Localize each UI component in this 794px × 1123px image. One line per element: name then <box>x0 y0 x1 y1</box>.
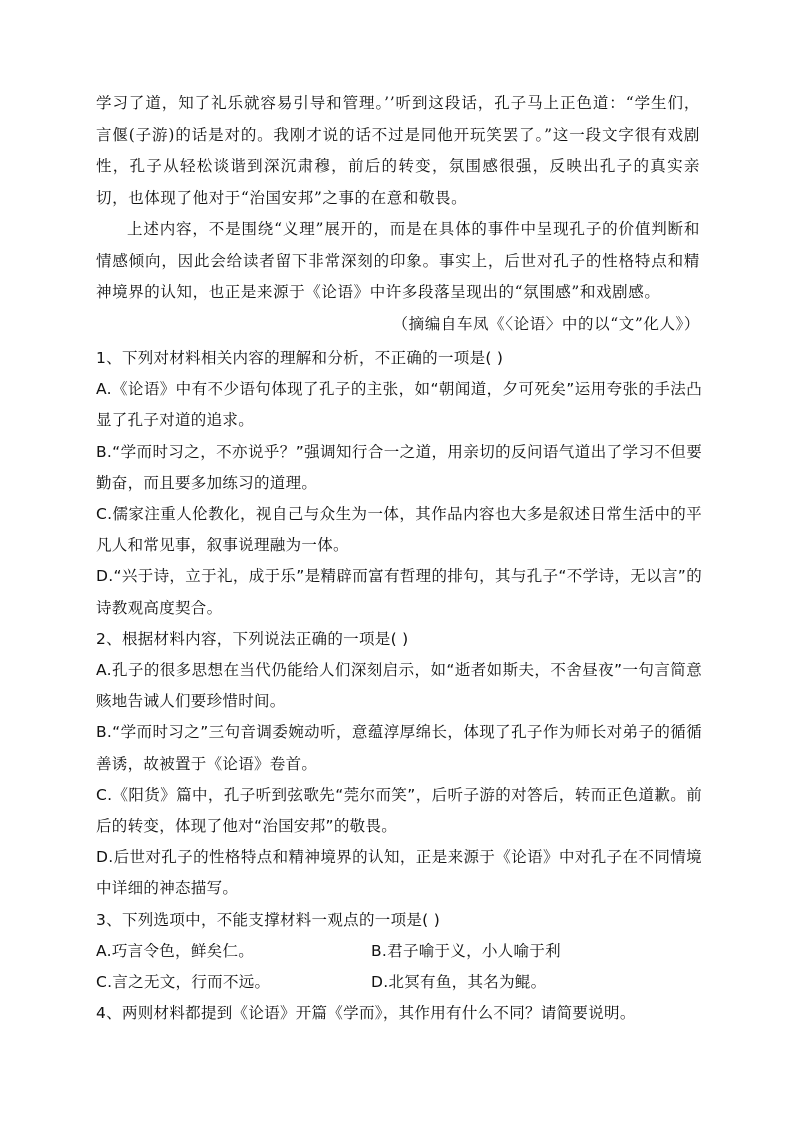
question-1-option-c: C.儒家注重人伦教化，视自己与众生为一体，其作品内容也大多是叙述日常生活中的平凡人和常见事，叙事说理融为一体。 <box>96 505 702 555</box>
question-2-option-a: A.孔子的很多思想在当代仍能给人们深刻启示，如“逝者如斯夫，不舍昼夜”一句言简意赅地告诫人们要珍惜时间。 <box>96 661 702 711</box>
passage-paragraph-2: 上述内容，不是围绕“义理”展开的，而是在具体的事件中呈现孔子的价值判断和情感倾向，因此会给读者留下非常深刻的印象。事实上，后世对孔子的性格特点和精神境界的认知，也正是来源于《论语》中许多段落呈现出的“氛围感”和戏剧感。 <box>96 220 700 301</box>
question-1-stem: 1、下列对材料相关内容的理解和分析，不正确的一项是( ) <box>96 349 504 367</box>
reading-passage <box>96 88 700 309</box>
question-1-option-a: A.《论语》中有不少语句体现了孔子的主张，如“朝闻道，夕可死矣”运用夸张的手法凸显了孔子对道的追求。 <box>96 380 702 430</box>
passage-source: （摘编自车凤《〈论语〉中的以“文”化人》） <box>392 315 700 333</box>
question-2-option-b: B.“学而时习之”三句音调委婉动听，意蕴淳厚绵长，体现了孔子作为师长对弟子的循循善诱，故被置于《论语》卷首。 <box>96 723 702 773</box>
question-4-stem: 4、两则材料都提到《论语》开篇《学而》，其作用有什么不同？请简要说明。 <box>96 1004 636 1023</box>
question-2 <box>96 624 702 905</box>
question-3-options-row-2 <box>96 967 702 998</box>
question-list <box>96 343 702 1029</box>
question-1-option-d: D.“兴于诗，立于礼，成于乐”是精辟而富有哲理的排句，其与孔子“不学诗，无以言”的诗教观高度契合。 <box>96 567 702 617</box>
question-3 <box>96 905 702 999</box>
question-1 <box>96 343 702 624</box>
question-3-stem: 3、下列选项中，不能支撑材料一观点的一项是( ) <box>96 910 441 929</box>
question-2-option-d: D.后世对孔子的性格特点和精神境界的认知，正是来源于《论语》中对孔子在不同情境中详细的神态描写。 <box>96 848 702 898</box>
question-2-stem: 2、根据材料内容，下列说法正确的一项是( ) <box>96 629 409 648</box>
question-2-option-c: C.《阳货》篇中，孔子听到弦歌先“莞尔而笑”，后听子游的对答后，转而正色道歉。前后的转变，体现了他对“治国安邦”的敬畏。 <box>96 785 702 836</box>
question-1-option-b: B.“学而时习之，不亦说乎？”强调知行合一之道，用亲切的反问语气道出了学习不但要勤奋，而且要多加练习的道理。 <box>96 442 702 492</box>
question-3-options-row-1 <box>96 936 702 967</box>
question-3-option-c: C.言之无文，行而不远。 <box>96 973 271 992</box>
passage-paragraph-1: 学习了道，知了礼乐就容易引导和管理。’’听到这段话，孔子马上正色道：“学生们，言偃(子游)的话是对的。我刚才说的话不过是同他开玩笑罢了。”这一段文字很有戏剧性，孔子从轻松谈谐到深沉肃穆，前后的转变，氛围感很强，反映出孔子的真实亲切，也体现了他对于“治国安邦”之事的在意和敬畏。 <box>96 94 700 207</box>
question-3-option-a: A.巧言令色，鲜矣仁。 <box>96 941 255 960</box>
question-4 <box>96 998 702 1029</box>
question-3-option-b: B.君子喻于义，小人喻于利 <box>371 941 561 960</box>
question-3-option-d: D.北冥有鱼，其名为鲲。 <box>371 973 547 992</box>
